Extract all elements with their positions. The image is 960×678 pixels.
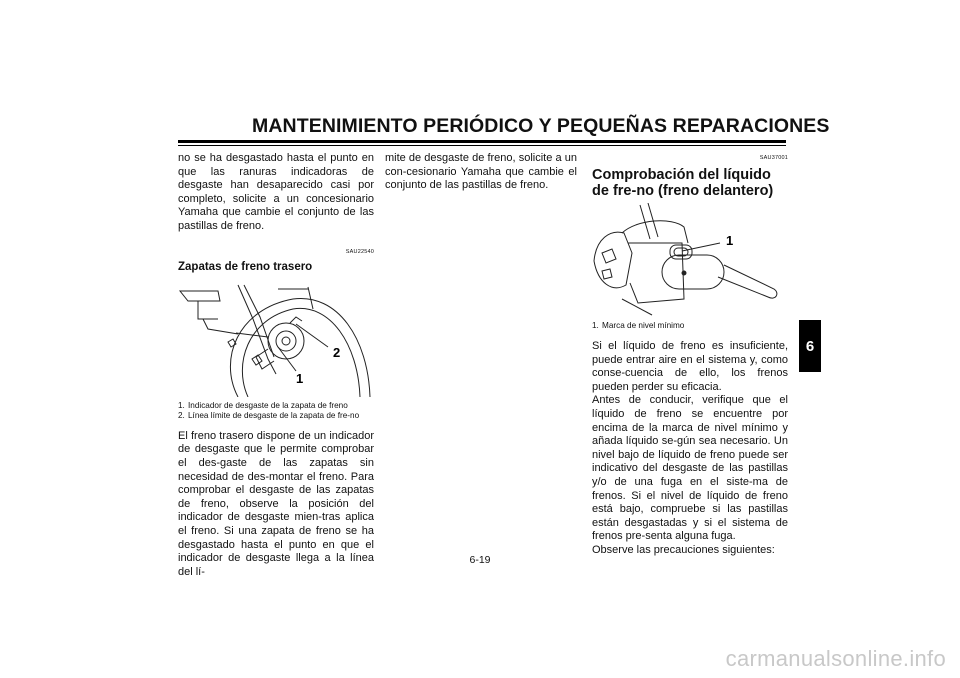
watermark: carmanualsonline.info xyxy=(725,646,946,671)
page-header-title: MANTENIMIENTO PERIÓDICO Y PEQUEÑAS REPARACIONES xyxy=(252,115,830,137)
paragraph: Antes de conducir, verifique que el líquido de freno se encuentre por encima de la marca de nivel mínimo y añada líquido se-gún sea necesario. Un nivel bajo de líquido de freno puede ser indicativo del desgaste de las pastillas y/o de una fuga en el siste-ma de frenos. Si el nivel de líquido de freno está bajo, compruebe si las pastillas están desgastadas y si el sistema de frenos pre-senta alguna fuga. xyxy=(592,394,788,543)
paragraph: no se ha desgastado hasta el punto en que las ranuras indicadoras de desgaste han desaparecido casi por completo, solicite a un concesionario Yamaha que cambie el conjunto de las pastillas de freno. xyxy=(178,152,374,232)
column-left xyxy=(178,152,374,579)
callout-1: 1 xyxy=(726,232,734,248)
figure-caption-list xyxy=(178,401,374,422)
callout-1: 1 xyxy=(296,370,304,386)
header-rule-thin xyxy=(178,145,786,146)
section-heading: Comprobación del líquido de fre-no (freno delantero) xyxy=(592,166,774,199)
reference-code: SAU37001 xyxy=(759,155,788,161)
header-rule-thick xyxy=(178,140,786,143)
rear-brake-figure xyxy=(178,279,374,397)
rear-brake-illustration xyxy=(178,279,374,397)
paragraph: mite de desgaste de freno, solicite a un con-cesionario Yamaha que cambie el conjunto de las pastillas de freno. xyxy=(385,152,577,192)
paragraph: Si el líquido de freno es insuficiente, puede entrar aire en el sistema y, como conse-cuencia de ello, los frenos pueden perder su eficacia. xyxy=(592,340,788,393)
caption-item: 1. Marca de nivel mínimo xyxy=(592,320,685,330)
chapter-tab[interactable]: 6 xyxy=(799,320,821,372)
paragraph: Observe las precauciones siguientes: xyxy=(592,544,775,556)
front-brake-figure xyxy=(592,203,788,319)
page-number: 6-19 xyxy=(469,554,491,566)
column-right xyxy=(592,152,788,558)
caption-item: 1. Indicador de desgaste de la zapata de freno xyxy=(178,400,348,410)
column-middle xyxy=(385,152,577,193)
callout-2: 2 xyxy=(333,344,341,360)
subheading: Zapatas de freno trasero xyxy=(178,261,313,274)
figure-caption-list xyxy=(592,321,788,332)
reference-code: SAU22540 xyxy=(345,248,374,255)
paragraph: El freno trasero dispone de un indicador de desgaste que le permite comprobar el des-gaste de las zapatas sin necesidad de des-montar el freno. Para comprobar el desgaste de las zapatas de freno, observe la posición del indicador de desgaste mien-tras aplica el freno. Si una zapata de freno se ha desgastado hasta el punto en que el indicador de desgaste llega a la línea del lí- xyxy=(178,429,374,578)
caption-item: 2. Línea límite de desgaste de la zapata de fre-no xyxy=(178,411,360,421)
front-brake-illustration xyxy=(592,203,788,319)
